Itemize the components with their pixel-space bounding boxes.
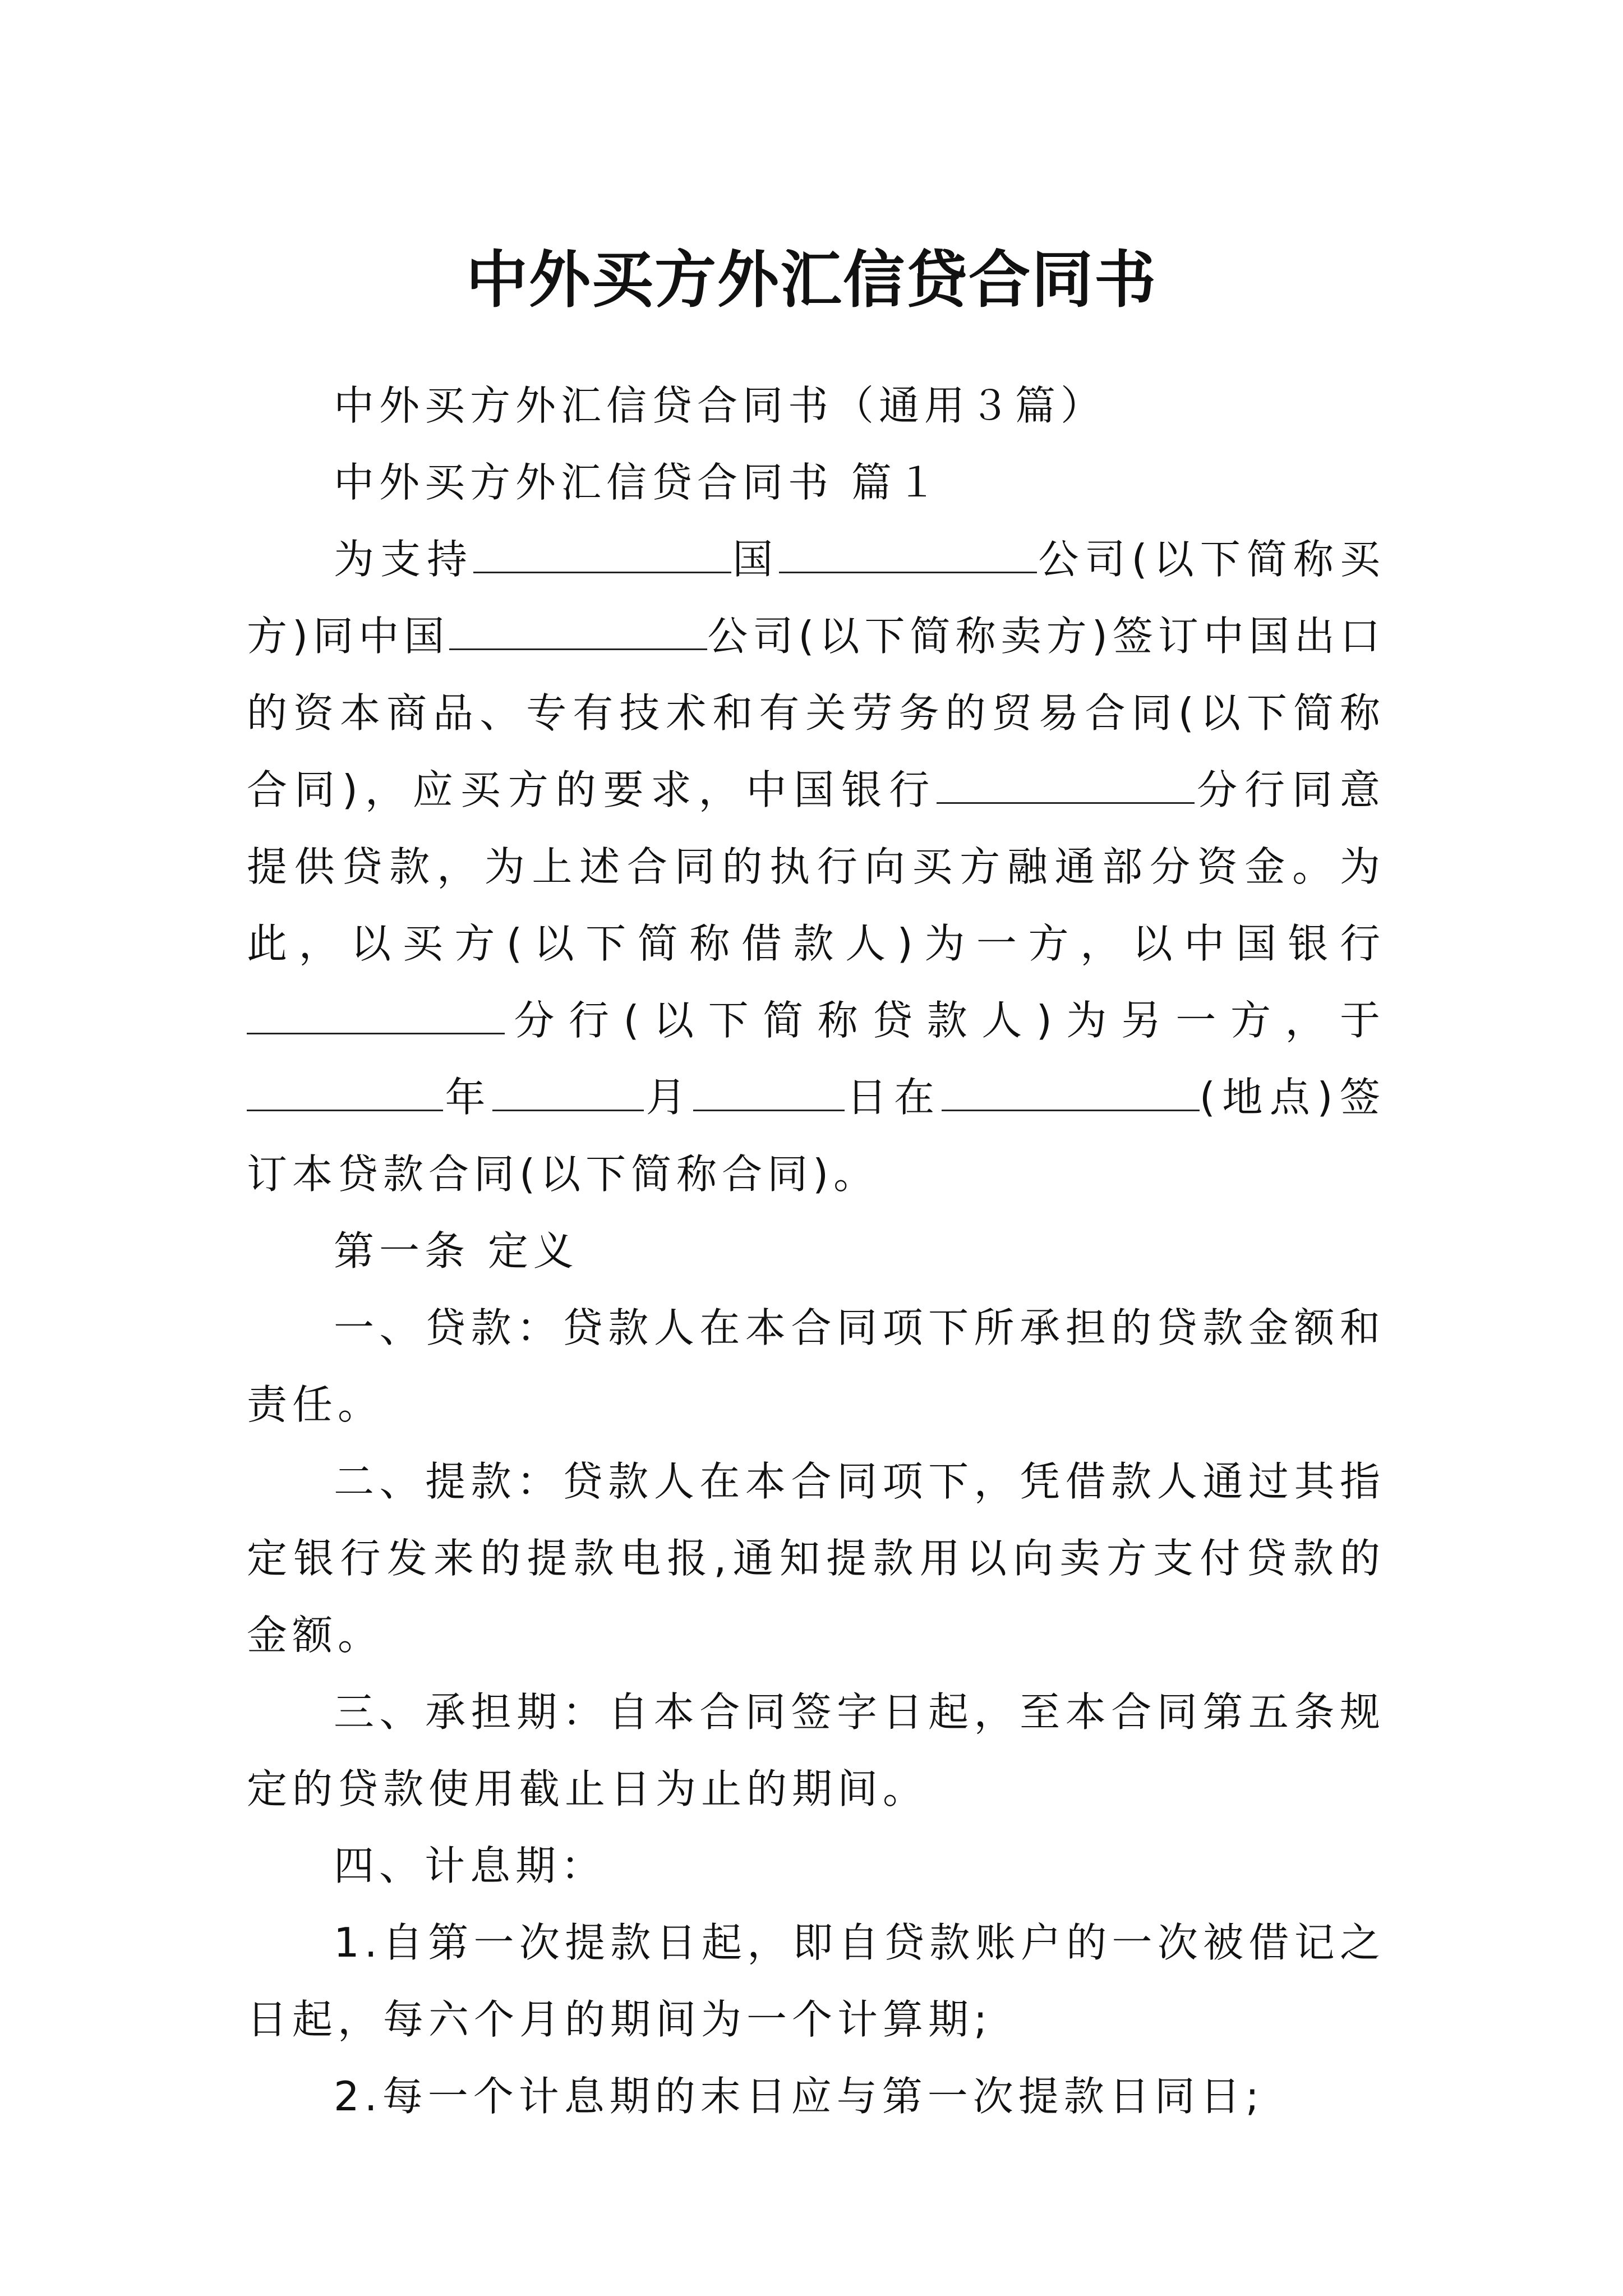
paragraph-text: 一、贷款：贷款人在本合同项下所承担的贷款金额和责任。 [247, 1304, 1385, 1428]
paragraph-text: 分行(以下简称贷款人)为另一方，于 [505, 997, 1385, 1044]
document-paragraph [247, 1674, 1385, 1828]
document-paragraph [247, 444, 1385, 521]
document-paragraph [247, 1290, 1385, 1443]
fill-in-blank [473, 538, 731, 573]
paragraph-text: 二、提款：贷款人在本合同项下，凭借款人通过其指定银行发来的提款电报,通知提款用以向卖方支付贷款的金额。 [247, 1458, 1385, 1659]
fill-in-blank [449, 615, 707, 650]
paragraph-text: 四、计息期： [334, 1842, 607, 1889]
document-paragraph [247, 1904, 1385, 2058]
fill-in-blank [693, 1076, 845, 1111]
paragraph-text: 2.每一个计息期的末日应与第一次提款日同日; [334, 2073, 1264, 2120]
fill-in-blank [247, 999, 505, 1034]
document-paragraph [247, 2058, 1385, 2135]
fill-in-blank [779, 538, 1037, 573]
paragraph-text: 三、承担期：自本合同签字日起，至本合同第五条规定的贷款使用截止日为止的期间。 [247, 1688, 1385, 1812]
paragraph-text: 月 [644, 1074, 694, 1121]
paragraph-text: 分行同意提供贷款，为上述合同的执行向买方融通部分资金。为此，以买方(以下简称借款人)为一方，以中国银行 [247, 766, 1385, 967]
paragraph-text: 第一条 定义 [334, 1227, 579, 1274]
paragraph-text: 1.自第一次提款日起，即自贷款账户的一次被借记之日起，每六个月的期间为一个计算期; [247, 1919, 1385, 2043]
fill-in-blank [247, 1076, 443, 1111]
paragraph-text: 中外买方外汇信贷合同书 篇１ [334, 459, 942, 506]
fill-in-blank [937, 769, 1195, 804]
document-paragraph [247, 1443, 1385, 1674]
document-body [247, 367, 1385, 2135]
document-paragraph [247, 1828, 1385, 1904]
paragraph-text: 中外买方外汇信贷合同书（通用３篇） [334, 382, 1106, 429]
document-paragraph [247, 1213, 1385, 1290]
paragraph-text: 公司(以下简称卖方)签订中国出口的资本商品、专有技术和有关劳务的贸易合同(以下简称合同)，应买方的要求，中国银行 [247, 613, 1385, 813]
paragraph-text: 国 [731, 536, 780, 583]
fill-in-blank [942, 1076, 1200, 1111]
document-paragraph [247, 521, 1385, 1213]
paragraph-text: 为支持 [334, 536, 474, 583]
document-title: 中外买方外汇信贷合同书 [466, 243, 1157, 316]
paragraph-text: 年 [443, 1074, 493, 1121]
paragraph-text: (地点)签订本贷款合同(以下简称合同)。 [247, 1074, 1385, 1198]
fill-in-blank [492, 1076, 644, 1111]
paragraph-text: 公司(以下简称买方)同中国 [247, 536, 1385, 660]
document-paragraph [247, 367, 1385, 444]
paragraph-text: 日在 [845, 1074, 942, 1121]
